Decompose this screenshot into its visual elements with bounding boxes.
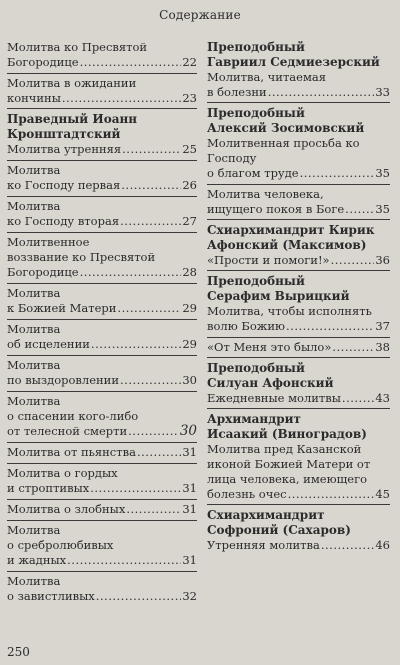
entry-page-number: 38 (375, 340, 390, 354)
entry-title-tail: о завистливых (7, 589, 95, 603)
entry-page-number: 35 (375, 166, 390, 180)
entry-title-tail: в болезни (207, 85, 267, 99)
entry-line: о спасении кого-либо (7, 409, 139, 423)
entry-page-number: 43 (375, 391, 390, 405)
entry-title-tail: Ежедневные молитвы (207, 391, 341, 405)
entry-divider (7, 160, 197, 161)
entry-line: Молитва, чтобы исполнять (207, 304, 372, 318)
entry-last-line (7, 178, 197, 193)
dot-leader (331, 253, 375, 268)
toc-entry (7, 235, 197, 280)
entry-page-number: 45 (375, 487, 390, 501)
dot-leader (288, 487, 375, 502)
toc-entry (207, 340, 390, 355)
entry-title-tail: ищущего покоя в Боге (207, 202, 345, 216)
entry-last-line (207, 319, 390, 334)
entry-divider (7, 283, 197, 284)
dot-leader (137, 445, 181, 460)
toc-entry (7, 163, 197, 193)
entry-title-tail: болезнь очес (207, 487, 287, 501)
entry-page-number: 23 (182, 91, 197, 105)
entry-page-number: 25 (182, 142, 197, 156)
entry-page-number: 26 (182, 178, 197, 192)
entry-title-tail: о благом труде (207, 166, 299, 180)
dot-leader (122, 142, 181, 157)
entry-last-line (207, 538, 390, 553)
entry-page-number: 22 (182, 55, 197, 69)
toc-entry (7, 394, 197, 439)
entry-line: Молитва (7, 358, 61, 372)
entry-last-line (207, 253, 390, 268)
entry-divider (7, 442, 197, 443)
entry-last-line (207, 487, 390, 502)
entry-divider (207, 184, 390, 185)
section-heading (207, 504, 390, 538)
heading-line: Схиархимандрит (207, 508, 325, 522)
entry-line: Молитва человека, (207, 187, 324, 201)
toc-entry (207, 253, 390, 268)
entry-title-tail: Молитва утренняя (7, 142, 122, 156)
dot-leader (96, 589, 182, 604)
entry-title-tail: от телесной смерти (7, 424, 128, 438)
entry-line: Молитва в ожидании (7, 76, 137, 90)
toc-entry (7, 445, 197, 460)
entry-line: лица человека, имеющего (207, 472, 368, 486)
entry-line: Молитва (7, 322, 61, 336)
heading-line: Преподобный (207, 40, 305, 54)
entry-divider (7, 196, 197, 197)
toc-entry (207, 70, 390, 100)
entry-line: Господу (207, 151, 257, 165)
toc-entry (7, 358, 197, 388)
entry-line: Молитва (7, 394, 61, 408)
section-heading (207, 102, 390, 136)
toc-entry (207, 442, 390, 502)
entry-last-line (7, 589, 197, 604)
toc-entry (7, 40, 197, 70)
dot-leader (300, 166, 375, 181)
entry-line: Молитвенное (7, 235, 90, 249)
entry-last-line (7, 301, 197, 316)
toc-column-right (207, 40, 390, 553)
entry-title-tail: к Божией Матери (7, 301, 117, 315)
dot-leader (80, 55, 182, 70)
entry-divider (7, 319, 197, 320)
section-heading (207, 219, 390, 253)
heading-line: Силуан Афонский (207, 376, 334, 390)
entry-page-number: 28 (182, 265, 197, 279)
toc-entry (7, 286, 197, 316)
entry-divider (7, 571, 197, 572)
entry-page-number: 46 (375, 538, 390, 552)
entry-last-line (7, 424, 197, 439)
entry-last-line (207, 85, 390, 100)
toc-entry (7, 502, 197, 517)
entry-divider (7, 520, 197, 521)
heading-line: Кронштадтский (7, 127, 121, 141)
toc-entry (207, 304, 390, 334)
entry-title-tail: и строптивых (7, 481, 90, 495)
heading-line: Архимандрит (207, 412, 301, 426)
section-heading (7, 108, 197, 142)
entry-page-number: 31 (182, 502, 197, 516)
entry-page-number: 36 (375, 253, 390, 267)
entry-last-line (7, 142, 197, 157)
toc-entry (7, 199, 197, 229)
dot-leader (126, 502, 181, 517)
entry-last-line (7, 91, 197, 106)
dot-leader (345, 202, 374, 217)
entry-title-tail: Богородице (7, 265, 79, 279)
entry-last-line (207, 202, 390, 217)
entry-title-tail: Утренняя молитва (207, 538, 320, 552)
entry-page-number: 31 (182, 553, 197, 567)
entry-last-line (207, 166, 390, 181)
entry-last-line (7, 214, 197, 229)
entry-last-line (7, 55, 197, 70)
page-title: Содержание (159, 8, 241, 22)
heading-line: Исаакий (Виноградов) (207, 427, 367, 441)
entry-last-line (7, 553, 197, 568)
entry-line: Молитва пред Казанской (207, 442, 362, 456)
entry-divider (7, 463, 197, 464)
toc-entry (7, 574, 197, 604)
toc-entry (207, 136, 390, 181)
entry-line: Молитва (7, 523, 61, 537)
dot-leader (120, 214, 181, 229)
page-number: 250 (7, 645, 30, 659)
toc-entry (7, 142, 197, 157)
entry-divider (7, 391, 197, 392)
entry-divider (207, 337, 390, 338)
dot-leader (128, 424, 179, 439)
dot-leader (91, 337, 181, 352)
entry-last-line (7, 337, 197, 352)
entry-divider (7, 232, 197, 233)
entry-line: иконой Божией Матери от (207, 457, 371, 471)
entry-last-line (207, 340, 390, 355)
entry-line: Молитвенная просьба ко (207, 136, 360, 150)
entry-title-tail: Богородице (7, 55, 79, 69)
entry-title-tail: ко Господу вторая (7, 214, 120, 228)
entry-line: Молитва (7, 199, 61, 213)
entry-title-tail: и жадных (7, 553, 67, 567)
entry-title-tail: ко Господу первая (7, 178, 121, 192)
entry-title-tail: по выздоровлении (7, 373, 120, 387)
entry-line: воззвание ко Пресвятой (7, 250, 156, 264)
entry-page-number: 32 (182, 589, 197, 603)
dot-leader (321, 538, 374, 553)
entry-title-tail: Молитва о злобных (7, 502, 126, 516)
entry-last-line (7, 445, 197, 460)
entry-page-number: 30 (179, 424, 197, 439)
entry-page-number: 37 (375, 319, 390, 333)
heading-line: Софроний (Сахаров) (207, 523, 351, 537)
heading-line: Афонский (Максимов) (207, 238, 367, 252)
dot-leader (286, 319, 374, 334)
dot-leader (332, 340, 374, 355)
entry-page-number: 31 (182, 481, 197, 495)
toc-column-left (7, 40, 197, 604)
entry-title-tail: «От Меня это было» (207, 340, 332, 354)
section-heading (207, 408, 390, 442)
entry-line: Молитва ко Пресвятой (7, 40, 148, 54)
entry-last-line (207, 391, 390, 406)
entry-title-tail: Молитва от пьянства (7, 445, 136, 459)
heading-line: Праведный Иоанн (7, 112, 138, 126)
entry-page-number: 35 (375, 202, 390, 216)
entry-page-number: 33 (375, 85, 390, 99)
entry-page-number: 29 (182, 337, 197, 351)
entry-page-number: 27 (182, 214, 197, 228)
section-heading (207, 40, 390, 70)
entry-page-number: 31 (182, 445, 197, 459)
dot-leader (117, 301, 181, 316)
entry-line: Молитва (7, 163, 61, 177)
entry-title-tail: «Прости и помоги!» (207, 253, 330, 267)
entry-last-line (7, 481, 197, 496)
dot-leader (67, 553, 181, 568)
dot-leader (120, 373, 181, 388)
toc-entry (7, 466, 197, 496)
entry-last-line (7, 265, 197, 280)
heading-line: Преподобный (207, 361, 305, 375)
heading-line: Преподобный (207, 106, 305, 120)
entry-page-number: 29 (182, 301, 197, 315)
entry-line: Молитва, читаемая (207, 70, 327, 84)
dot-leader (62, 91, 181, 106)
entry-title-tail: кончины (7, 91, 61, 105)
entry-page-number: 30 (182, 373, 197, 387)
toc-entry (7, 76, 197, 106)
dot-leader (342, 391, 374, 406)
entry-title-tail: волю Божию (207, 319, 286, 333)
dot-leader (268, 85, 375, 100)
heading-line: Преподобный (207, 274, 305, 288)
toc-entry (7, 322, 197, 352)
entry-title-tail: об исцелении (7, 337, 90, 351)
entry-line: Молитва о гордых (7, 466, 118, 480)
section-heading (207, 357, 390, 391)
entry-line: Молитва (7, 286, 61, 300)
dot-leader (121, 178, 181, 193)
heading-line: Алексий Зосимовский (207, 121, 365, 135)
entry-divider (7, 355, 197, 356)
entry-last-line (7, 373, 197, 388)
dot-leader (90, 481, 181, 496)
heading-line: Гавриил Седмиезерский (207, 55, 380, 69)
entry-divider (7, 73, 197, 74)
entry-last-line (7, 502, 197, 517)
section-heading (207, 270, 390, 304)
toc-entry (207, 391, 390, 406)
entry-divider (7, 499, 197, 500)
toc-entry (207, 187, 390, 217)
entry-line: Молитва (7, 574, 61, 588)
toc-entry (7, 523, 197, 568)
toc-entry (207, 538, 390, 553)
heading-line: Серафим Вырицкий (207, 289, 350, 303)
entry-line: о сребролюбивых (7, 538, 114, 552)
heading-line: Схиархимандрит Кирик (207, 223, 375, 237)
dot-leader (80, 265, 182, 280)
